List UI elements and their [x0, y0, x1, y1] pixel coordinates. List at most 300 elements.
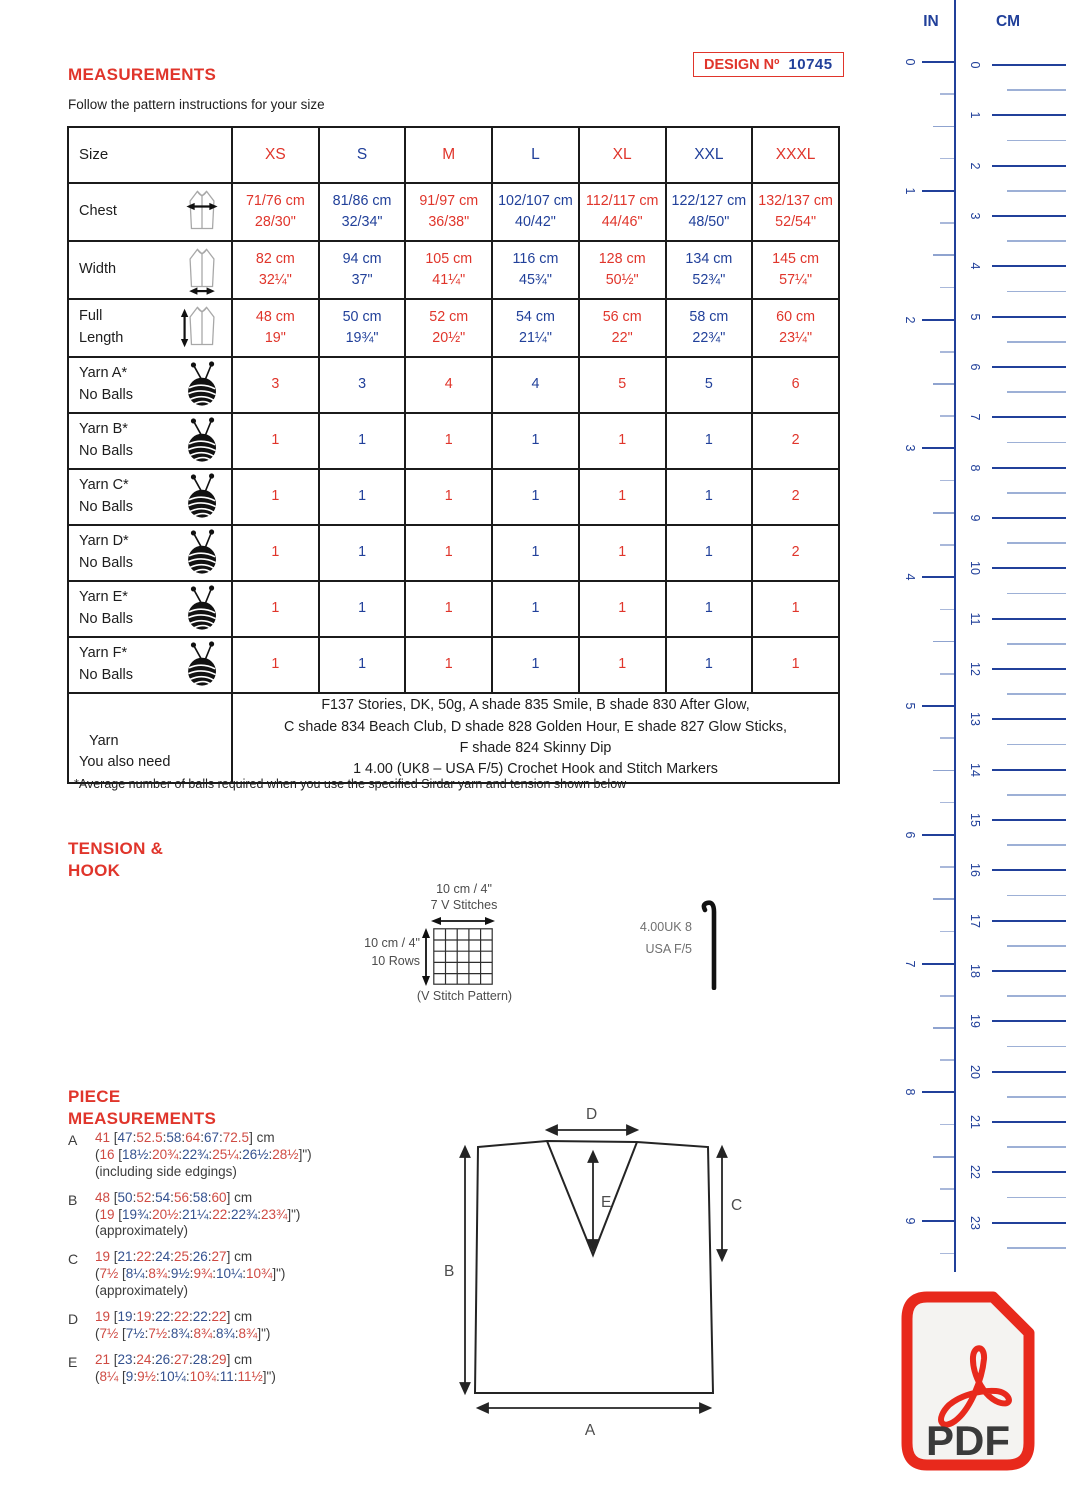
- piece-inch-line: (7½ [7½:7½:8¾:8¾:8¾:8¾]"): [95, 1325, 271, 1341]
- cell-line: 19¾": [345, 330, 379, 346]
- row-label: Yarn B*: [79, 421, 128, 438]
- ruler-in-label: 9: [903, 1217, 917, 1225]
- cell-line: 56 cm: [602, 308, 642, 325]
- ruler-cm-label: 10: [968, 561, 982, 576]
- ruler-cm-label: 18: [968, 963, 982, 978]
- table-cell: [405, 299, 492, 357]
- row-label: Yarn E*: [79, 589, 128, 606]
- cell-line: 44/46": [601, 214, 643, 230]
- row-label-cell: [68, 241, 232, 299]
- cell-line: 57¼": [779, 272, 813, 288]
- tension-top-label-2: 7 V Stitches: [430, 898, 498, 912]
- table-cell: 1: [579, 637, 666, 693]
- row-label: Yarn F*: [79, 645, 128, 662]
- cell-line: 41¼": [432, 272, 466, 288]
- ruler-tick: [992, 567, 1066, 569]
- piece-measurements-list: [68, 1130, 428, 1394]
- table-cell: 1: [492, 525, 579, 581]
- ruler-tick: [922, 705, 954, 707]
- cell-line: 122/127 cm: [671, 192, 747, 209]
- table-cell: 1: [666, 525, 753, 581]
- ruler-tick: [1007, 1197, 1066, 1199]
- table-cell: [752, 241, 839, 299]
- row-label: Yarn C*: [79, 477, 129, 494]
- ruler-tick: [1007, 643, 1066, 645]
- ruler-tick: [922, 61, 954, 63]
- ruler-tick: [1007, 1046, 1066, 1048]
- ruler-tick: [1007, 291, 1066, 293]
- cell-line: 48 cm: [255, 308, 295, 325]
- ruler-tick: [992, 618, 1066, 620]
- ruler-tick: [922, 834, 954, 836]
- ruler-tick: [992, 517, 1066, 519]
- ruler-tick: [1007, 844, 1066, 846]
- table-cell: [405, 241, 492, 299]
- table-cell: 5: [579, 357, 666, 413]
- table-cell: [752, 299, 839, 357]
- measurements-title: MEASUREMENTS: [68, 65, 217, 84]
- table-cell: 1: [405, 581, 492, 637]
- row-label: No Balls: [79, 387, 133, 403]
- piece-cm-line: 21 [23:24:26:27:28:29] cm: [95, 1351, 253, 1367]
- tension-title: [68, 838, 163, 882]
- row-label-cell: [68, 413, 232, 469]
- ruler-cm-label: 21: [968, 1114, 982, 1129]
- yarn-ball-icon: [182, 641, 224, 689]
- table-cell: 1: [232, 469, 319, 525]
- cell-line: 105 cm: [425, 250, 473, 267]
- hook-size-label: 4.00UK 8: [639, 920, 692, 934]
- ruler-cm-label: 5: [968, 313, 982, 321]
- ruler-in-label: 6: [903, 831, 917, 839]
- piece-item-label: D: [68, 1310, 79, 1327]
- design-number-box: [693, 52, 844, 77]
- table-cell: 3: [232, 357, 319, 413]
- table-cell: 1: [752, 581, 839, 637]
- ruler-tick: [933, 126, 954, 128]
- table-cell: [666, 183, 753, 241]
- table-cell: [232, 183, 319, 241]
- ruler-tick: [940, 1188, 954, 1190]
- table-row: [68, 241, 839, 299]
- row-label-cell: [68, 581, 232, 637]
- design-number-label: DESIGN Nº: [704, 57, 780, 73]
- ruler-tick: [922, 576, 954, 578]
- cell-line: 71/76 cm: [245, 192, 305, 209]
- ruler-tick: [992, 1121, 1066, 1123]
- ruler-tick: [940, 737, 954, 739]
- ruler-tick: [940, 351, 954, 353]
- table-cell: [492, 299, 579, 357]
- piece-measurements-title: [68, 1086, 216, 1130]
- ruler-tick: [992, 316, 1066, 318]
- yarn-info-row: [68, 693, 839, 783]
- tension-left-label-2: 10 Rows: [371, 954, 420, 968]
- cell-line: 52 cm: [429, 308, 469, 325]
- row-label: No Balls: [79, 499, 133, 515]
- ruler-tick: [940, 995, 954, 997]
- table-cell: 1: [405, 413, 492, 469]
- table-cell: 1: [579, 581, 666, 637]
- cell-line: 112/117 cm: [585, 192, 659, 209]
- table-cell: [319, 183, 406, 241]
- ruler-tick: [933, 1027, 954, 1029]
- ruler-in-label: 1: [903, 187, 917, 195]
- cell-line: 102/107 cm: [498, 192, 573, 209]
- row-label: No Balls: [79, 555, 133, 571]
- table-cell: [405, 183, 492, 241]
- tension-bottom-label: (V Stitch Pattern): [416, 989, 513, 1003]
- piece-cm-line: 48 [50:52:54:56:58:60] cm: [95, 1189, 253, 1205]
- ruler-tick: [1007, 794, 1066, 796]
- tension-title-line2: HOOK: [68, 860, 121, 880]
- ruler-tick: [940, 415, 954, 417]
- row-label-cell: [68, 637, 232, 693]
- table-cell: [319, 299, 406, 357]
- yarn-ball-icon: [182, 417, 224, 465]
- ruler-tick: [992, 920, 1066, 922]
- piece-inch-line: (19 [19¾:20½:21¼:22:22¾:23¾]"): [95, 1206, 301, 1222]
- yarn-info-line: F shade 824 Skinny Dip: [459, 740, 612, 756]
- yarn-ball-icon: [182, 361, 224, 409]
- table-cell: 5: [666, 357, 753, 413]
- table-row: [68, 637, 839, 693]
- ruler-tick: [992, 769, 1066, 771]
- ruler-tick: [933, 383, 954, 385]
- size-header-l: L: [492, 127, 579, 183]
- ruler-cm-label: 15: [968, 812, 982, 827]
- piece-schematic: [430, 1092, 775, 1442]
- piece-item-label: C: [68, 1251, 79, 1268]
- table-cell: 1: [492, 637, 579, 693]
- table-row: [68, 525, 839, 581]
- schematic-label-d: D: [586, 1106, 598, 1123]
- table-row: [68, 469, 839, 525]
- table-cell: 1: [492, 413, 579, 469]
- ruler-tick: [992, 1171, 1066, 1173]
- table-cell: 1: [752, 637, 839, 693]
- cell-line: 91/97 cm: [419, 192, 479, 209]
- cell-line: 22": [611, 330, 633, 346]
- ruler-tick: [922, 1220, 954, 1222]
- size-header-xl: XL: [579, 127, 666, 183]
- ruler-in-label: 4: [903, 573, 917, 581]
- table-cell: 2: [752, 525, 839, 581]
- row-label: Length: [79, 330, 124, 346]
- piece-title-line1: PIECE: [68, 1087, 121, 1106]
- piece-item-lines: [95, 1309, 270, 1343]
- ruler-cm-label: 23: [968, 1215, 982, 1230]
- ruler-cm-label: 12: [968, 662, 982, 676]
- ruler-tick: [933, 898, 954, 900]
- table-cell: [319, 241, 406, 299]
- crochet-hook-icon: [699, 898, 723, 990]
- piece-item-note: (approximately): [95, 1223, 189, 1239]
- garment-outline: [475, 1141, 713, 1393]
- yarn-info-cell: [232, 693, 839, 783]
- table-row: [68, 357, 839, 413]
- piece-cm-line: 19 [21:22:24:25:26:27] cm: [95, 1249, 253, 1265]
- ruler-center-line: [954, 0, 956, 1272]
- schematic-label-c: C: [731, 1197, 743, 1214]
- table-cell: [492, 241, 579, 299]
- ruler-cm-label: 9: [968, 514, 982, 522]
- piece-measurement-item: [68, 1190, 428, 1241]
- you-also-need-label: You also need: [79, 754, 171, 771]
- table-cell: 1: [232, 413, 319, 469]
- row-label: Width: [79, 261, 117, 278]
- ruler-cm-label: 7: [968, 413, 982, 421]
- ruler-cm-header: CM: [995, 13, 1021, 30]
- piece-measurement-item: [68, 1130, 428, 1181]
- ruler-cm-label: 8: [968, 464, 982, 472]
- ruler-in-label: 0: [903, 58, 917, 66]
- cell-line: 116 cm: [512, 250, 559, 267]
- table-cell: 1: [492, 469, 579, 525]
- ruler-tick: [1007, 1247, 1066, 1249]
- ruler-tick: [933, 512, 954, 514]
- ruler-tick: [922, 1091, 954, 1093]
- piece-inch-line: (16 [18½:20¾:22¾:25¼:26½:28½]"): [95, 1146, 312, 1162]
- table-cell: 4: [405, 357, 492, 413]
- ruler-cm-label: 19: [968, 1014, 982, 1029]
- ruler-cm-label: 1: [968, 111, 982, 119]
- ruler-tick: [940, 1253, 954, 1255]
- ruler-tick: [992, 265, 1066, 267]
- cell-line: 82 cm: [255, 250, 295, 267]
- cell-line: 28/30": [254, 214, 296, 230]
- design-number-value: 10745: [788, 56, 833, 73]
- garment-chest-icon: [180, 187, 224, 237]
- ruler-tick: [940, 222, 954, 224]
- cell-line: 32/34": [341, 214, 383, 230]
- cell-line: 21¼": [519, 330, 552, 346]
- ruler-tick: [940, 158, 954, 160]
- cell-line: 19": [264, 330, 286, 346]
- row-label: Chest: [79, 203, 117, 220]
- ruler-tick: [992, 165, 1066, 167]
- ruler-tick: [940, 609, 954, 611]
- cell-line: 20½": [432, 330, 466, 346]
- ruler-tick: [933, 641, 954, 643]
- size-label: Size: [68, 127, 232, 183]
- ruler-tick: [1007, 895, 1066, 897]
- piece-item-lines: [95, 1130, 312, 1181]
- cell-line: 40/42": [515, 214, 556, 230]
- table-cell: 1: [232, 637, 319, 693]
- table-cell: [666, 299, 753, 357]
- ruler-tick: [940, 1124, 954, 1126]
- ruler-tick: [1007, 442, 1066, 444]
- table-cell: 1: [579, 525, 666, 581]
- table-cell: 1: [492, 581, 579, 637]
- piece-measurement-item: [68, 1352, 428, 1386]
- ruler-tick: [1007, 492, 1066, 494]
- cell-line: 52¾": [692, 272, 726, 288]
- table-cell: 1: [232, 581, 319, 637]
- ruler-tick: [1007, 190, 1066, 192]
- ruler-tick: [940, 866, 954, 868]
- hook-usa-label: USA F/5: [645, 942, 692, 956]
- table-cell: 1: [319, 469, 406, 525]
- table-cell: 1: [232, 525, 319, 581]
- schematic-label-e: E: [601, 1194, 612, 1211]
- table-cell: 4: [492, 357, 579, 413]
- ruler-cm-label: 20: [968, 1064, 982, 1079]
- tension-title-line1: TENSION &: [68, 839, 164, 858]
- schematic-label-a: A: [584, 1422, 596, 1439]
- ruler-tick: [992, 1071, 1066, 1073]
- table-row: [68, 299, 839, 357]
- ruler-tick: [992, 668, 1066, 670]
- table-cell: 1: [319, 413, 406, 469]
- ruler-cm-label: 22: [968, 1165, 982, 1180]
- ruler-tick: [1007, 693, 1066, 695]
- ruler-tick: [922, 963, 954, 965]
- cell-line: 134 cm: [685, 250, 733, 267]
- ruler-tick: [922, 190, 954, 192]
- ruler-in-label: 7: [903, 960, 917, 968]
- row-label-cell: [68, 183, 232, 241]
- ruler-tick: [992, 970, 1066, 972]
- cell-line: 37": [351, 272, 373, 288]
- ruler-cm-label: 4: [968, 262, 982, 270]
- ruler-tick: [992, 366, 1066, 368]
- ruler-cm-label: 17: [968, 913, 982, 928]
- yarn-ball-icon: [182, 529, 224, 577]
- piece-title-line2: MEASUREMENTS: [68, 1108, 217, 1128]
- piece-cm-line: 19 [19:19:22:22:22:22] cm: [95, 1308, 253, 1324]
- ruler-tick: [1007, 1096, 1066, 1098]
- cell-line: 58 cm: [689, 308, 729, 325]
- table-cell: 1: [405, 469, 492, 525]
- cell-line: 32¼": [258, 272, 292, 288]
- cell-line: 50½": [605, 272, 639, 288]
- piece-item-label: E: [68, 1353, 78, 1370]
- table-cell: 6: [752, 357, 839, 413]
- table-cell: 1: [579, 413, 666, 469]
- yarn-info-label-cell: [68, 693, 232, 783]
- ruler-tick: [1007, 542, 1066, 544]
- table-cell: 1: [319, 525, 406, 581]
- piece-item-note: (including side edgings): [95, 1163, 237, 1179]
- table-cell: [752, 183, 839, 241]
- table-row: [68, 413, 839, 469]
- table-cell: 1: [666, 469, 753, 525]
- ruler-tick: [1007, 744, 1066, 746]
- piece-inch-line: (7½ [8¼:8¾:9½:9¾:10¼:10¾]"): [95, 1266, 286, 1282]
- ruler-cm-label: 14: [968, 762, 982, 777]
- table-row: [68, 183, 839, 241]
- table-cell: [492, 183, 579, 241]
- piece-item-label: B: [68, 1191, 78, 1208]
- ruler-cm-label: 13: [968, 712, 982, 727]
- garment-width-icon: [180, 245, 224, 295]
- pdf-icon[interactable]: [897, 1287, 1039, 1475]
- cell-line: 50 cm: [342, 308, 382, 325]
- size-header-xxl: XXL: [666, 127, 753, 183]
- cell-line: 145 cm: [772, 250, 820, 267]
- ruler-tick: [992, 215, 1066, 217]
- ruler-tick: [940, 287, 954, 289]
- table-cell: 3: [319, 357, 406, 413]
- ruler-tick: [992, 114, 1066, 116]
- piece-measurement-item: [68, 1309, 428, 1343]
- row-label: Yarn D*: [79, 533, 129, 550]
- ruler-cm-label: 16: [968, 863, 982, 878]
- vertical-arrow-icon: [420, 928, 432, 986]
- ruler-tick: [992, 1020, 1066, 1022]
- cell-line: 128 cm: [598, 250, 646, 267]
- ruler-in-label: 5: [903, 702, 917, 710]
- cell-line: 52/54": [775, 214, 817, 230]
- ruler-tick: [922, 447, 954, 449]
- ruler-cm-label: 3: [968, 212, 982, 220]
- ruler-in-label: 8: [903, 1088, 917, 1096]
- cell-line: 23¼": [779, 330, 813, 346]
- ruler-cm-label: 0: [968, 61, 982, 69]
- ruler-tick: [1007, 391, 1066, 393]
- piece-cm-line: 41 [47:52.5:58:64:67:72.5] cm: [95, 1130, 275, 1145]
- table-cell: [232, 299, 319, 357]
- ruler-tick: [992, 869, 1066, 871]
- ruler-tick: [940, 673, 954, 675]
- size-header-s: S: [319, 127, 406, 183]
- table-cell: 2: [752, 469, 839, 525]
- ruler-tick: [1007, 1146, 1066, 1148]
- tension-left-label-1: 10 cm / 4": [364, 936, 420, 950]
- ruler-tick: [992, 1222, 1066, 1224]
- schematic-label-b: B: [444, 1263, 455, 1280]
- row-label-cell: [68, 525, 232, 581]
- ruler-tick: [992, 718, 1066, 720]
- table-cell: 1: [319, 637, 406, 693]
- table-cell: 1: [666, 581, 753, 637]
- ruler-tick: [1007, 140, 1066, 142]
- ruler-tick: [940, 480, 954, 482]
- table-cell: [666, 241, 753, 299]
- piece-item-note: (approximately): [95, 1283, 189, 1298]
- ruler-tick: [940, 1059, 954, 1061]
- ruler-tick: [1007, 995, 1066, 997]
- yarn-info-line: 1 4.00 (UK8 – USA F/5) Crochet Hook and Stitch Markers: [353, 761, 718, 778]
- ruler-tick: [940, 931, 954, 933]
- row-label-cell: [68, 469, 232, 525]
- ruler-tick: [1007, 341, 1066, 343]
- ruler-tick: [992, 819, 1066, 821]
- piece-item-lines: [95, 1190, 300, 1241]
- yarn-ball-icon: [182, 585, 224, 633]
- ruler-tick: [1007, 89, 1066, 91]
- cell-line: 94 cm: [342, 250, 382, 267]
- yarn-info-line: C shade 834 Beach Club, D shade 828 Golden Hour, E shade 827 Glow Sticks,: [283, 718, 788, 735]
- cell-line: 48/50": [688, 214, 730, 230]
- ruler-tick: [940, 93, 954, 95]
- pdf-label: PDF: [926, 1417, 1010, 1464]
- ruler-in-label: 3: [903, 444, 917, 452]
- size-header-m: M: [405, 127, 492, 183]
- piece-measurement-item: [68, 1249, 428, 1300]
- ruler-tick: [940, 802, 954, 804]
- ruler-tick: [992, 416, 1066, 418]
- ruler-tick: [992, 467, 1066, 469]
- table-cell: 1: [666, 413, 753, 469]
- tension-top-label-1: 10 cm / 4": [436, 882, 492, 896]
- ruler-tick: [1007, 945, 1066, 947]
- cell-line: 36/38": [428, 214, 470, 230]
- row-label: Full: [79, 308, 103, 325]
- yarn-label: Yarn: [89, 733, 119, 750]
